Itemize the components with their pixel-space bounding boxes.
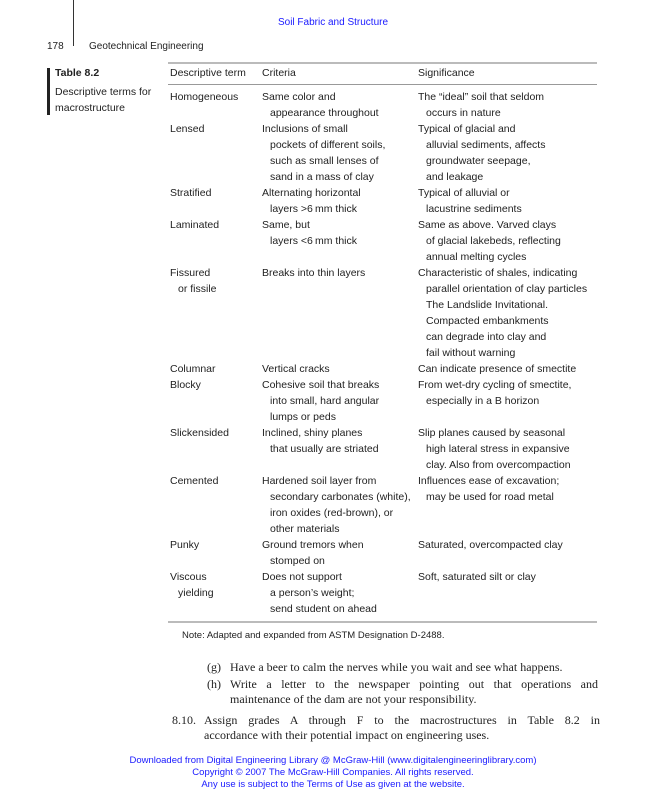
table-row — [0, 361, 666, 377]
table-caption-text: Descriptive terms for macrostructure — [55, 86, 152, 114]
footer-download-link[interactable]: Downloaded from Digital Engineering Library @ McGraw-Hill (www.digitalengineeringlibrary.com) — [129, 755, 537, 766]
cell-line: fail without warning — [426, 347, 516, 359]
table-row — [0, 185, 666, 217]
term-cell — [170, 473, 262, 537]
criteria-cell — [262, 361, 418, 377]
book-title: Geotechnical Engineering — [89, 41, 204, 52]
item-text — [230, 660, 598, 675]
cell-line: into small, hard angular — [270, 395, 380, 407]
table-row — [0, 473, 666, 537]
term-cell — [170, 537, 262, 569]
cell-line: high lateral stress in expansive — [426, 443, 570, 455]
cell-line: can degrade into clay and — [426, 331, 547, 343]
cell-line: or fissile — [178, 283, 217, 295]
cell-line: Can indicate presence of smectite — [418, 363, 577, 375]
cell-line: Same as above. Varved clays — [418, 219, 557, 231]
cell-line: occurs in nature — [426, 107, 501, 119]
cell-line: Homogeneous — [170, 91, 239, 103]
column-header-significance: Significance — [418, 67, 475, 79]
cell-line: especially in a B horizon — [426, 395, 540, 407]
significance-cell — [418, 89, 608, 121]
cell-line: Fissured — [170, 267, 211, 279]
cell-line: of glacial lakebeds, reflecting — [426, 235, 561, 247]
question-line: Assign grades A through F to the macrostructures in Table 8.2 in — [204, 713, 600, 727]
cell-line: appearance throughout — [270, 107, 379, 119]
cell-line: other materials — [270, 523, 340, 535]
cell-line: Influences ease of excavation; — [418, 475, 560, 487]
significance-cell — [418, 569, 608, 617]
table-caption-label: Table 8.2 — [55, 67, 100, 79]
significance-cell — [418, 377, 608, 425]
cell-line: Blocky — [170, 379, 201, 391]
criteria-cell — [262, 537, 418, 569]
table-row — [0, 377, 666, 425]
cell-line: alluvial sediments, affects — [426, 139, 546, 151]
cell-line: Hardened soil layer from — [262, 475, 377, 487]
question-number: 8.10. — [172, 713, 196, 727]
table-note: Note: Adapted and expanded from ASTM Designation D-2488. — [182, 630, 445, 641]
cell-line: iron oxides (red-brown), or — [270, 507, 394, 519]
cell-line: Typical of alluvial or — [418, 187, 510, 199]
cell-line: Breaks into thin layers — [262, 267, 366, 279]
significance-cell — [418, 537, 608, 569]
cell-line: lumps or peds — [270, 411, 336, 423]
table-top-rule — [168, 62, 597, 64]
criteria-cell — [262, 425, 418, 473]
cell-line: a person’s weight; — [270, 587, 355, 599]
table-row — [0, 89, 666, 121]
cell-line: The “ideal” soil that seldom — [418, 91, 545, 103]
cell-line: Characteristic of shales, indicating — [418, 267, 578, 279]
item-text — [230, 677, 598, 707]
significance-cell — [418, 361, 608, 377]
cell-line: sand in a mass of clay — [270, 171, 374, 183]
column-header-term: Descriptive term — [170, 67, 246, 79]
table-bottom-rule — [168, 621, 597, 623]
cell-line: Same, but — [262, 219, 310, 231]
cell-line: Compacted embankments — [426, 315, 549, 327]
cell-line: Ground tremors when — [262, 539, 364, 551]
criteria-cell — [262, 89, 418, 121]
item-line: Have a beer to calm the nerves while you wait and see what happens. — [230, 660, 563, 674]
term-cell — [170, 425, 262, 473]
cell-line: Viscous — [170, 571, 207, 583]
cell-line: yielding — [178, 587, 214, 599]
cell-line: Vertical cracks — [262, 363, 330, 375]
cell-line: Slip planes caused by seasonal — [418, 427, 566, 439]
cell-line: and leakage — [426, 171, 484, 183]
question-8-10 — [172, 713, 600, 745]
item-line: maintenance of the dam are not your responsibility. — [230, 692, 477, 706]
criteria-cell — [262, 473, 418, 537]
term-cell — [170, 121, 262, 185]
significance-cell — [418, 473, 608, 537]
cell-line: Typical of glacial and — [418, 123, 516, 135]
term-cell — [170, 217, 262, 265]
cell-line: Does not support — [262, 571, 342, 583]
cell-line: Cohesive soil that breaks — [262, 379, 380, 391]
question-line: accordance with their potential impact on engineering uses. — [204, 728, 490, 742]
criteria-cell — [262, 121, 418, 185]
cell-line: Inclined, shiny planes — [262, 427, 363, 439]
cell-line: Cemented — [170, 475, 219, 487]
significance-cell — [418, 185, 608, 217]
item-line: Write a letter to the newspaper pointing out that operations and — [230, 677, 598, 691]
term-cell — [170, 185, 262, 217]
cell-line: Inclusions of small — [262, 123, 348, 135]
cell-line: The Landslide Invitational. — [426, 299, 548, 311]
term-cell — [170, 89, 262, 121]
term-cell — [170, 265, 262, 361]
cell-line: send student on ahead — [270, 603, 377, 615]
cell-line: Laminated — [170, 219, 220, 231]
cell-line: such as small lenses of — [270, 155, 379, 167]
table-header-rule — [168, 84, 597, 85]
list-item-g — [207, 660, 600, 676]
list-item-h — [207, 677, 600, 709]
cell-line: Stratified — [170, 187, 212, 199]
cell-line: Same color and — [262, 91, 336, 103]
criteria-cell — [262, 217, 418, 265]
table-body — [0, 89, 666, 617]
table-row — [0, 569, 666, 617]
cell-line: Columnar — [170, 363, 216, 375]
footer-copyright: Copyright © 2007 The McGraw-Hill Companies. All rights reserved. — [192, 767, 474, 778]
criteria-cell — [262, 569, 418, 617]
significance-cell — [418, 121, 608, 185]
term-cell — [170, 361, 262, 377]
footer-terms[interactable]: Any use is subject to the Terms of Use as given at the website. — [201, 779, 465, 790]
cell-line: Alternating horizontal — [262, 187, 361, 199]
significance-cell — [418, 217, 608, 265]
cell-line: Slickensided — [170, 427, 229, 439]
cell-line: stomped on — [270, 555, 325, 567]
significance-cell — [418, 425, 608, 473]
cell-line: may be used for road metal — [426, 491, 554, 503]
cell-line: secondary carbonates (white), — [270, 491, 411, 503]
significance-cell — [418, 265, 608, 361]
cell-line: layers >6 mm thick — [270, 203, 357, 215]
criteria-cell — [262, 377, 418, 425]
cell-line: Soft, saturated silt or clay — [418, 571, 536, 583]
cell-line: Saturated, overcompacted clay — [418, 539, 563, 551]
cell-line: From wet-dry cycling of smectite, — [418, 379, 572, 391]
item-label: (g) — [207, 660, 221, 674]
table-row — [0, 425, 666, 473]
page-number: 178 — [47, 41, 64, 52]
cell-line: groundwater seepage, — [426, 155, 531, 167]
term-cell — [170, 569, 262, 617]
cell-line: Lensed — [170, 123, 205, 135]
cell-line: lacustrine sediments — [426, 203, 522, 215]
cell-line: parallel orientation of clay particles — [426, 283, 588, 295]
table-row — [0, 537, 666, 569]
cell-line: that usually are striated — [270, 443, 379, 455]
table-row — [0, 121, 666, 185]
column-header-criteria: Criteria — [262, 67, 296, 79]
cell-line: pockets of different soils, — [270, 139, 386, 151]
cell-line: layers <6 mm thick — [270, 235, 357, 247]
running-title: Soil Fabric and Structure — [277, 17, 389, 28]
cell-line: annual melting cycles — [426, 251, 527, 263]
criteria-cell — [262, 265, 418, 361]
table-row — [0, 265, 666, 361]
criteria-cell — [262, 185, 418, 217]
table-row — [0, 217, 666, 265]
term-cell — [170, 377, 262, 425]
item-label: (h) — [207, 677, 221, 691]
cell-line: Punky — [170, 539, 200, 551]
question-text — [204, 713, 600, 743]
cell-line: clay. Also from overcompaction — [426, 459, 571, 471]
